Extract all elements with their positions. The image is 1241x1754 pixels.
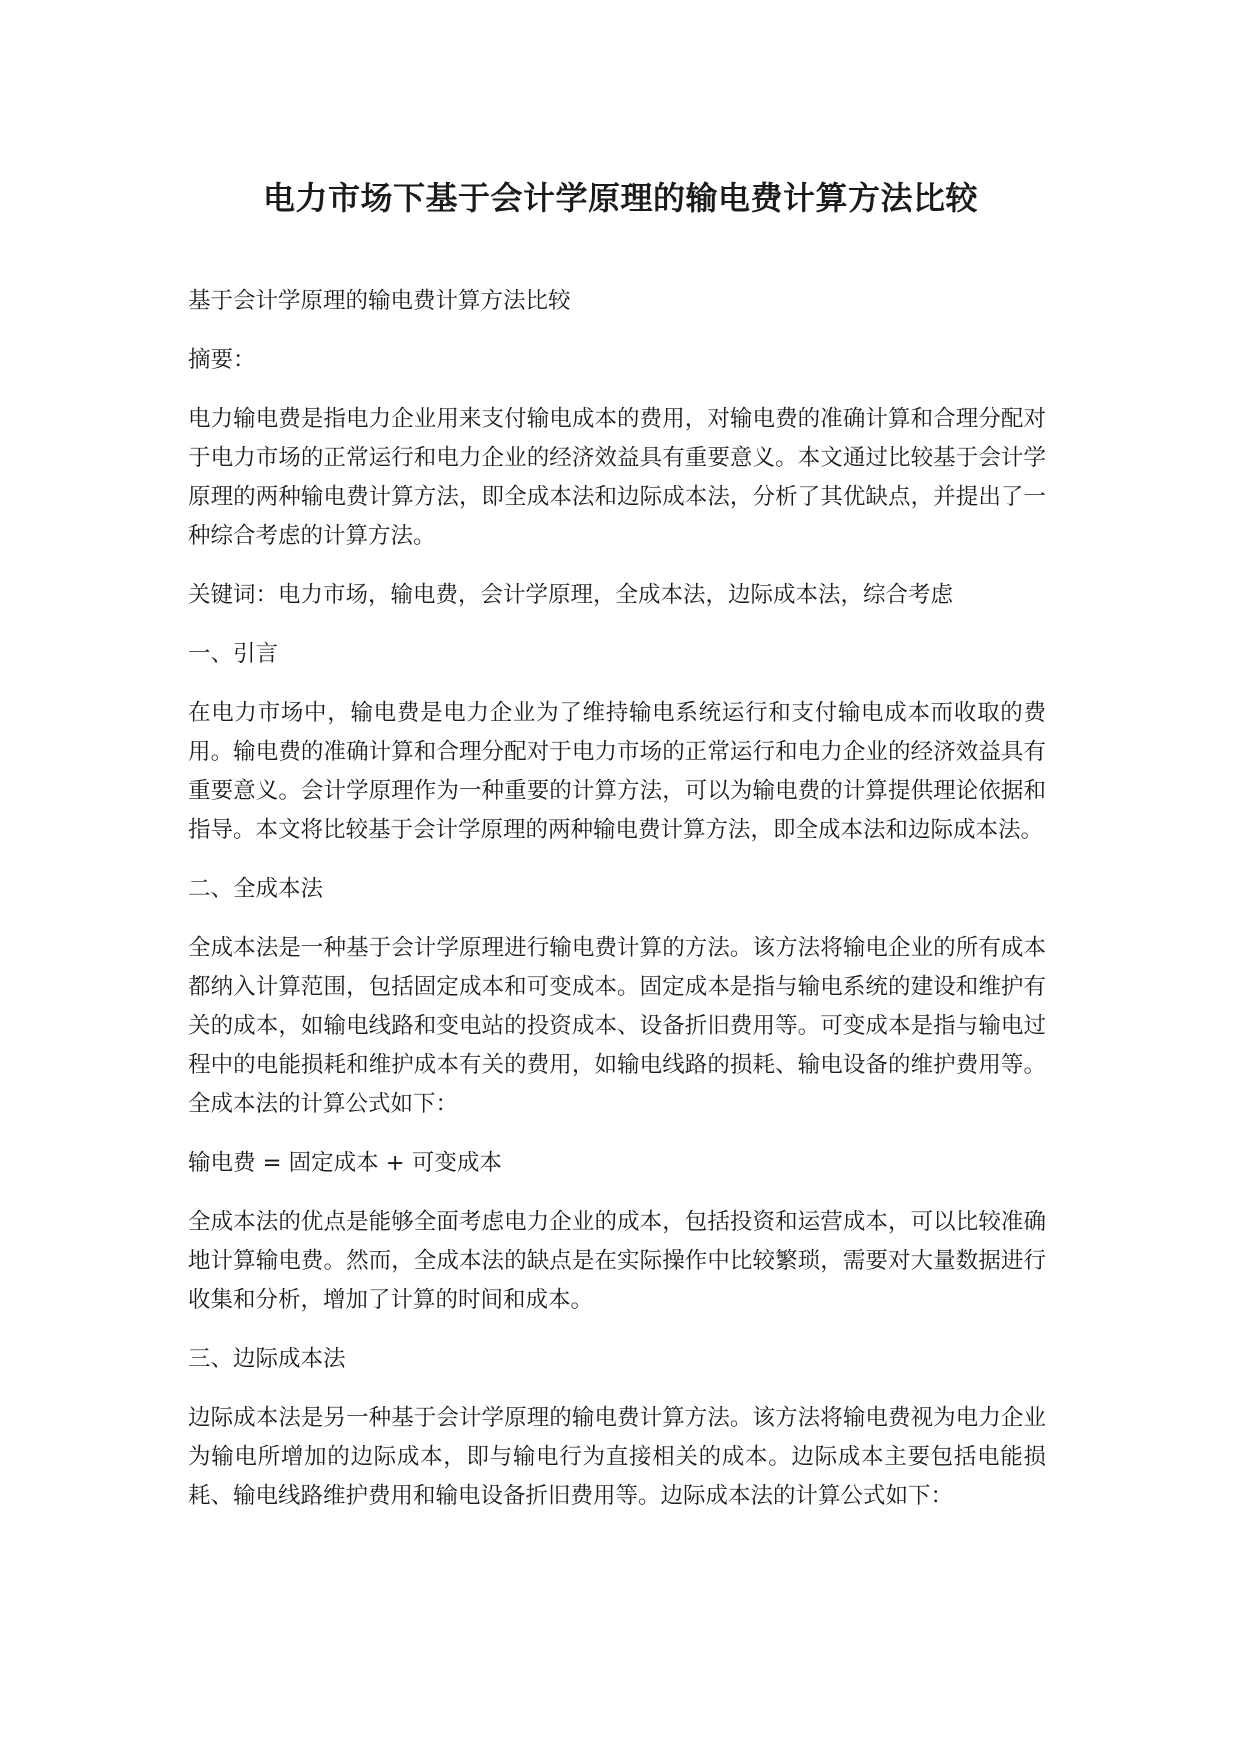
document-title: 电力市场下基于会计学原理的输电费计算方法比较: [262, 179, 978, 217]
full-cost-paragraph: 全成本法是一种基于会计学原理进行输电费计算的方法。该方法将输电企业的所有成本都纳入计算范围，包括固定成本和可变成本。固定成本是指与输电系统的建设和维护有关的成本，如输电线路和变电站的投资成本、设备折旧费用等。可变成本是指与输电过程中的电能损耗和维护成本有关的费用，如输电线路的损耗、输电设备的维护费用等。全成本法的计算公式如下：: [188, 935, 1046, 1117]
keywords-paragraph: 关键词：电力市场，输电费，会计学原理，全成本法，边际成本法，综合考虑: [188, 582, 954, 608]
document-body: [188, 282, 1046, 1536]
introduction-paragraph: 在电力市场中，输电费是电力企业为了维持输电系统运行和支付输电成本而收取的费用。输电费的准确计算和合理分配对于电力市场的正常运行和电力企业的经济效益具有重要意义。会计学原理作为一种重要的计算方法，可以为输电费的计算提供理论依据和指导。本文将比较基于会计学原理的两种输电费计算方法，即全成本法和边际成本法。: [188, 700, 1046, 843]
section-heading-marginal-cost: 三、边际成本法: [188, 1346, 346, 1372]
section-heading-full-cost: 二、全成本法: [188, 876, 324, 902]
abstract-heading: 摘要：: [188, 347, 256, 373]
subtitle-paragraph: 基于会计学原理的输电费计算方法比较: [188, 288, 571, 314]
full-cost-formula: 输电费 = 固定成本 + 可变成本: [188, 1150, 502, 1176]
abstract-paragraph: 电力输电费是指电力企业用来支付输电成本的费用，对输电费的准确计算和合理分配对于电力市场的正常运行和电力企业的经济效益具有重要意义。本文通过比较基于会计学原理的两种输电费计算方法，即全成本法和边际成本法，分析了其优缺点，并提出了一种综合考虑的计算方法。: [188, 406, 1046, 549]
section-heading-introduction: 一、引言: [188, 641, 279, 667]
full-cost-evaluation-paragraph: 全成本法的优点是能够全面考虑电力企业的成本，包括投资和运营成本，可以比较准确地计算输电费。然而，全成本法的缺点是在实际操作中比较繁琐，需要对大量数据进行收集和分析，增加了计算的时间和成本。: [188, 1209, 1046, 1313]
marginal-cost-paragraph: 边际成本法是另一种基于会计学原理的输电费计算方法。该方法将输电费视为电力企业为输电所增加的边际成本，即与输电行为直接相关的成本。边际成本主要包括电能损耗、输电线路维护费用和输电设备折旧费用等。边际成本法的计算公式如下：: [188, 1405, 1046, 1509]
